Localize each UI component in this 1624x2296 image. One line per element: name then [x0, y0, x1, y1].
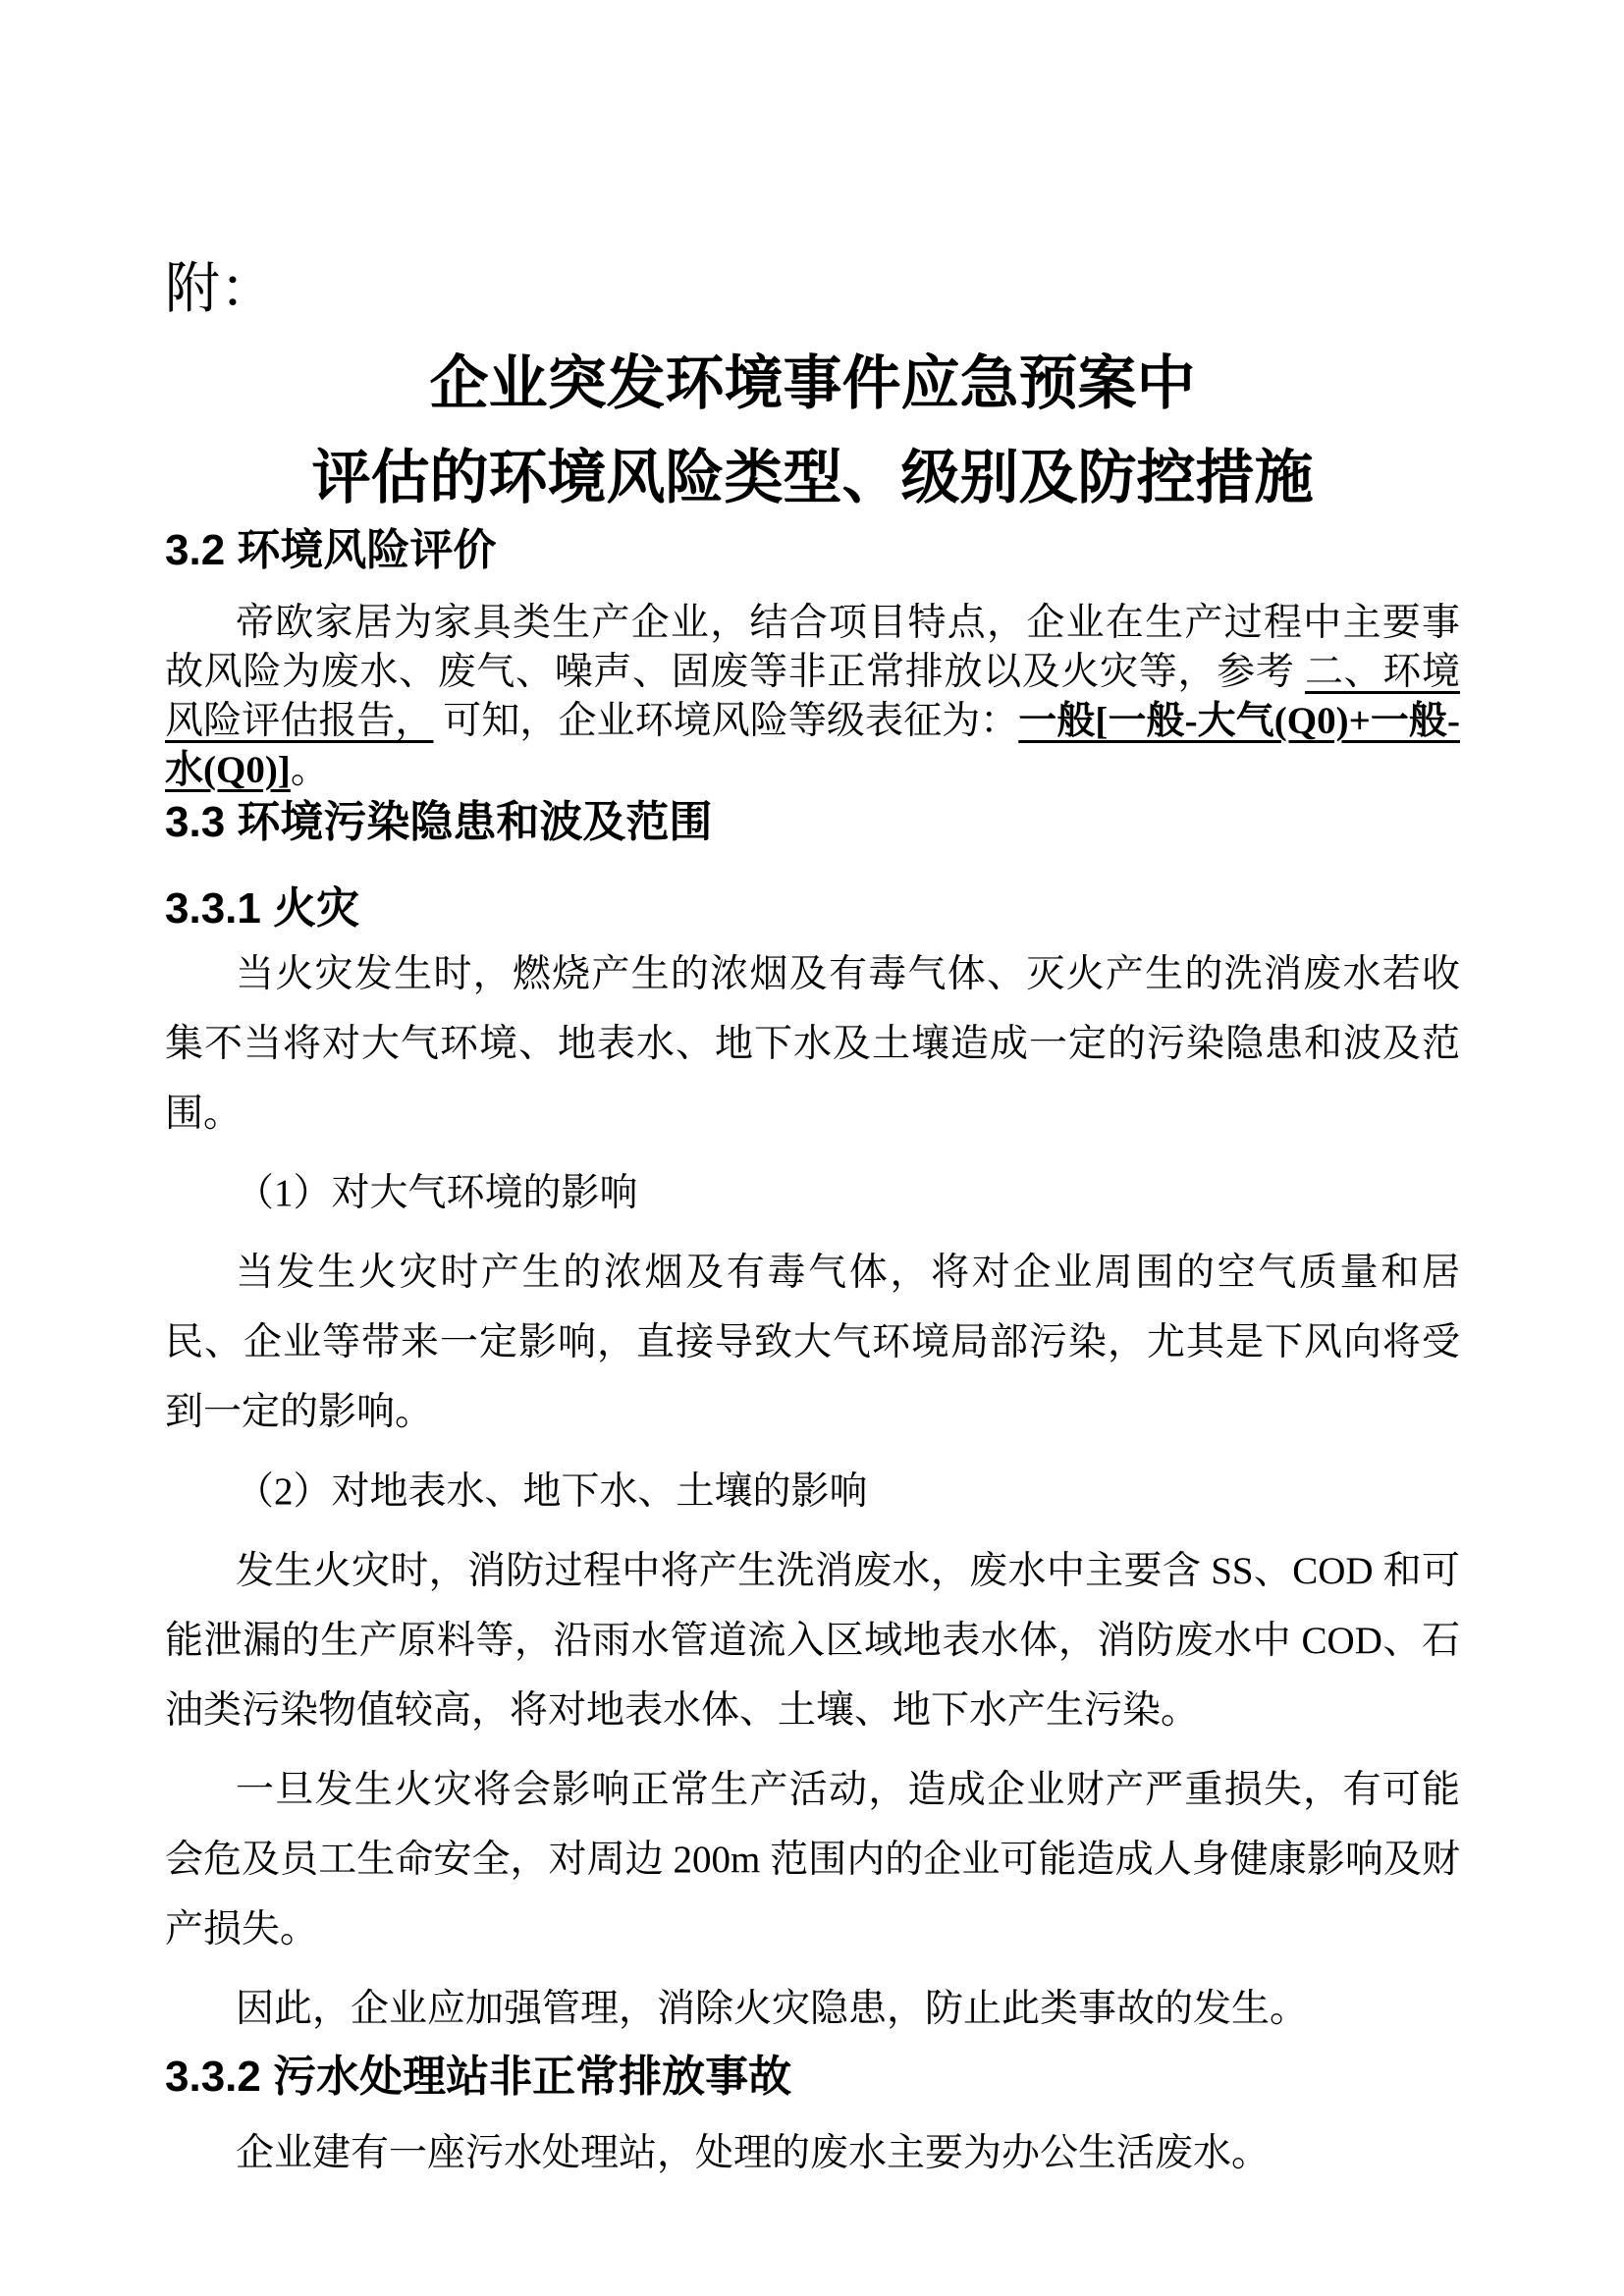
text-run-normal: 帝欧家居为家具类生产企业，结合项目特点，企业在生产过程中主要事故风险为废水、废气、噪声、固废等非正常排放以及火灾等，参考 [165, 602, 1460, 693]
heading-3-2: 3.2 环境风险评价 [165, 526, 497, 574]
heading-3-3: 3.3 环境污染隐患和波及范围 [165, 798, 713, 846]
document-title [165, 337, 1460, 525]
document-title-line2: 评估的环境风险类型、级别及防控措施 [311, 446, 1314, 510]
heading-3-3-1: 3.3.1 火灾 [165, 884, 360, 933]
text-run-normal: 可知，企业环境风险等级表征为： [433, 700, 1019, 742]
heading-3-3-2: 3.3.2 污水处理站非正常排放事故 [165, 2053, 792, 2101]
paragraph: 一旦发生火灾将会影响正常生产活动，造成企业财产严重损失，有可能会危及员工生命安全，对周边 200m 范围内的企业可能造成人身健康影响及财产损失。 [165, 1769, 1460, 1950]
document-title-line1: 企业突发环境事件应急预案中 [429, 351, 1196, 416]
paragraph: 当发生火灾时产生的浓烟及有毒气体，将对企业周围的空气质量和居民、企业等带来一定影响，直接导致大气环境局部污染，尤其是下风向将受到一定的影响。 [165, 1252, 1460, 1433]
text-run-underline: 二、环境风险评估报告， [165, 651, 1460, 742]
paragraph: 当火灾发生时，燃烧产生的浓烟及有毒气体、灭火产生的洗消废水若收集不当将对大气环境、地表水、地下水及土壤造成一定的污染隐患和波及范围。 [165, 953, 1460, 1135]
paragraph-3-2-risk-characterization [165, 599, 1460, 795]
text-run-normal: 。 [290, 749, 329, 791]
section-3-3-2-paragraphs [165, 2118, 1460, 2188]
text-run-bold-underline: 一般[一般-大气(Q0)+一般-水(Q0)] [165, 700, 1460, 791]
paragraph: 企业建有一座污水处理站，处理的废水主要为办公生活废水。 [236, 2132, 1271, 2174]
section-3-3-1-paragraphs [165, 939, 1460, 2044]
paragraph: （2）对地表水、地下水、土壤的影响 [236, 1470, 868, 1513]
paragraph: 发生火灾时，消防过程中将产生洗消废水，废水中主要含 SS、COD 和可能泄漏的生产原料等，沿雨水管道流入区域地表水体，消防废水中 COD、石油类污染物值较高，将对地表水体、土壤、地下水产生污染。 [165, 1550, 1460, 1732]
attachment-label: 附： [165, 259, 275, 320]
paragraph: 因此，企业应加强管理，消除火灾隐患，防止此类事故的发生。 [236, 1988, 1309, 2030]
paragraph: （1）对大气环境的影响 [236, 1172, 638, 1214]
